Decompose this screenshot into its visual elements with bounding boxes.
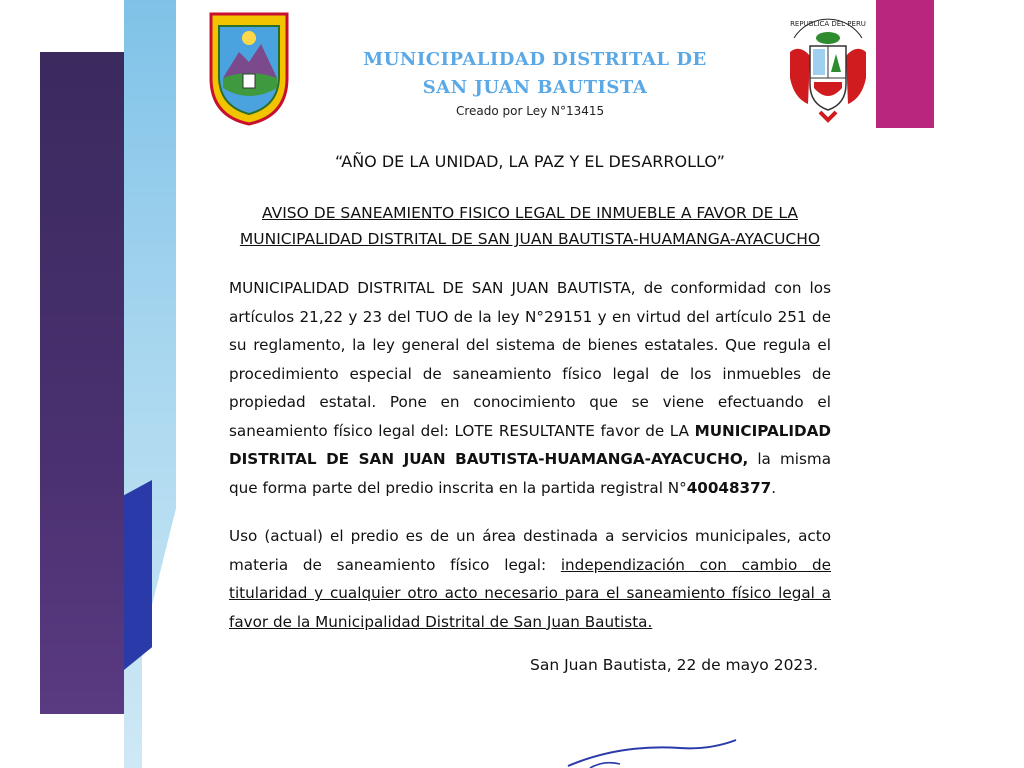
place-date-line: San Juan Bautista, 22 de mayo 2023. (530, 656, 819, 674)
notice-title-line1: AVISO DE SANEAMIENTO FISICO LEGAL DE INMUEBLE A FAVOR DE LA (262, 204, 798, 222)
notice-title (228, 200, 832, 252)
decor-band-purple (40, 52, 126, 714)
paragraph-1-text-c: . (771, 478, 777, 497)
registry-number: 40048377 (686, 478, 772, 497)
paragraph-2-underlined: independización con cambio de titularidad y cualquier otro acto necesario para el saneamiento físico legal a favor de la Municipalidad Distrital de San Juan Bautista. (229, 555, 831, 631)
municipality-title-line2: SAN JUAN BAUTISTA (422, 77, 648, 98)
coat-of-arms-caption: REPUBLICA DEL PERU (790, 20, 866, 28)
creation-law-text: Creado por Ley N°13415 (456, 104, 605, 118)
municipality-title-line1: MUNICIPALIDAD DISTRITAL DE (363, 49, 707, 70)
paragraph-1-entity-bold: MUNICIPALIDAD DISTRITAL DE SAN JUAN BAUTISTA-HUAMANGA-AYACUCHO, (229, 421, 831, 468)
municipality-title (300, 46, 770, 102)
decor-band-blue (124, 480, 152, 670)
paragraph-1-text-a: MUNICIPALIDAD DISTRITAL DE SAN JUAN BAUTISTA, de conformidad con los artículos 21,22 y 23 del TUO de la ley N°29151 y en virtud del artículo 251 de su reglamento, la ley general del sistema de bienes estatales. Que regula el procedimiento especial de saneamiento físico legal de los inmuebles de propiedad estatal. Pone en conocimiento que se viene efectuando el saneamiento físico legal del: LOTE RESULTANTE favor de LA (229, 279, 831, 440)
decor-band-magenta (876, 0, 934, 128)
notice-paragraph-1 (229, 274, 831, 502)
year-motto: “AÑO DE LA UNIDAD, LA PAZ Y EL DESARROLLO” (335, 152, 725, 171)
paragraph-1-text-b: la misma que forma parte del predio inscrita en la partida registral N° (229, 450, 831, 497)
municipal-shield-logo (205, 8, 293, 128)
signature-stroke (560, 738, 740, 768)
paragraph-2-text-a: Uso (actual) el predio es de un área destinada a servicios municipales, acto materia de saneamiento físico legal: (229, 527, 831, 574)
notice-paragraph-2 (229, 522, 831, 636)
notice-title-line2: MUNICIPALIDAD DISTRITAL DE SAN JUAN BAUTISTA-HUAMANGA-AYACUCHO (239, 230, 821, 248)
peru-coat-of-arms-logo (780, 8, 876, 126)
